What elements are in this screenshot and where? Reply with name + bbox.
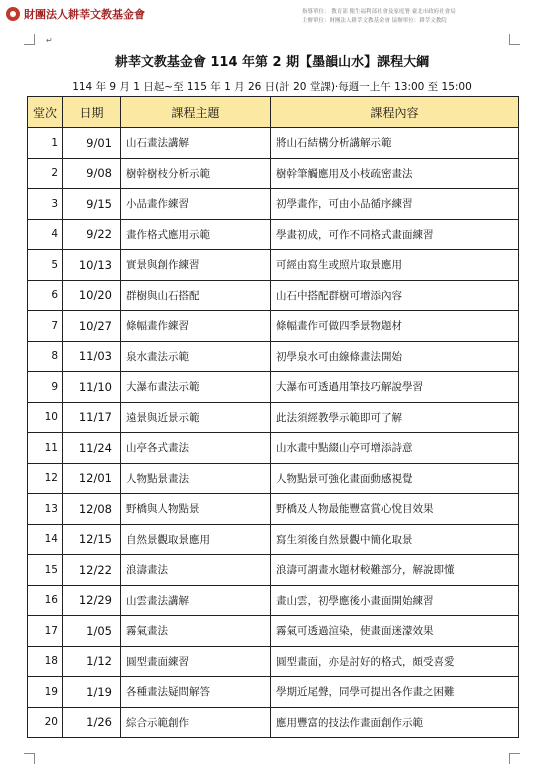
session-number-cell[interactable]: 17 — [28, 616, 63, 647]
session-number-cell[interactable]: 10 — [28, 402, 63, 433]
table-row — [28, 311, 519, 342]
session-number-cell[interactable]: 20 — [28, 707, 63, 738]
table-row — [28, 402, 519, 433]
session-number-cell[interactable]: 9 — [28, 372, 63, 403]
table-row — [28, 128, 519, 159]
topic-cell[interactable]: 樹幹樹枝分析示範 — [121, 158, 271, 189]
date-cell[interactable]: 9/08 — [63, 158, 121, 189]
topic-cell[interactable]: 綜合示範創作 — [121, 707, 271, 738]
topic-cell[interactable]: 自然景觀取景應用 — [121, 524, 271, 555]
topic-cell[interactable]: 山雲畫法講解 — [121, 585, 271, 616]
topic-cell[interactable]: 山石畫法講解 — [121, 128, 271, 159]
content-cell[interactable]: 圓型畫面，亦是討好的格式，頗受喜愛 — [271, 646, 519, 677]
content-cell[interactable]: 寫生須後自然景觀中簡化取景 — [271, 524, 519, 555]
table-row — [28, 677, 519, 708]
content-cell[interactable]: 人物點景可強化畫面動感視覺 — [271, 463, 519, 494]
date-cell[interactable]: 9/22 — [63, 219, 121, 250]
table-row — [28, 585, 519, 616]
date-cell[interactable]: 10/20 — [63, 280, 121, 311]
date-cell[interactable]: 10/13 — [63, 250, 121, 281]
date-cell[interactable]: 12/15 — [63, 524, 121, 555]
session-number-cell[interactable]: 6 — [28, 280, 63, 311]
table-row — [28, 616, 519, 647]
topic-cell[interactable]: 浪濤畫法 — [121, 555, 271, 586]
content-cell[interactable]: 野橋及人物最能豐富賞心悅目效果 — [271, 494, 519, 525]
session-number-cell[interactable]: 12 — [28, 463, 63, 494]
content-cell[interactable]: 初學畫作，可由小品循序練習 — [271, 189, 519, 220]
content-cell[interactable]: 學期近尾聲，同學可提出各作畫之困難 — [271, 677, 519, 708]
date-cell[interactable]: 1/19 — [63, 677, 121, 708]
topic-cell[interactable]: 大瀑布畫法示範 — [121, 372, 271, 403]
session-number-cell[interactable]: 7 — [28, 311, 63, 342]
header-topic[interactable]: 課程主題 — [121, 97, 271, 128]
paragraph-mark-icon: ↵ — [46, 36, 53, 45]
header-session[interactable]: 堂次 — [28, 97, 63, 128]
topic-cell[interactable]: 實景與創作練習 — [121, 250, 271, 281]
topic-cell[interactable]: 山亭各式畫法 — [121, 433, 271, 464]
date-cell[interactable]: 11/24 — [63, 433, 121, 464]
schedule-subtitle[interactable]: 114 年 9 月 1 日起~至 115 年 1 月 26 日(計 20 堂課)‧每週一上午 13:00 至 15:00 — [72, 81, 472, 93]
session-number-cell[interactable]: 14 — [28, 524, 63, 555]
date-cell[interactable]: 12/01 — [63, 463, 121, 494]
date-cell[interactable]: 9/15 — [63, 189, 121, 220]
course-table — [27, 96, 519, 738]
table-row — [28, 219, 519, 250]
date-cell[interactable]: 1/26 — [63, 707, 121, 738]
topic-cell[interactable]: 野橋與人物點景 — [121, 494, 271, 525]
table-row — [28, 280, 519, 311]
margin-corner-top-left — [24, 34, 35, 45]
margin-corner-bottom-left — [24, 753, 35, 764]
date-cell[interactable]: 11/10 — [63, 372, 121, 403]
content-cell[interactable]: 樹幹筆觸應用及小枝疏密畫法 — [271, 158, 519, 189]
partner-info — [302, 8, 532, 26]
org-logo — [6, 6, 145, 22]
topic-cell[interactable]: 圓型畫面練習 — [121, 646, 271, 677]
date-cell[interactable]: 1/12 — [63, 646, 121, 677]
date-cell[interactable]: 11/17 — [63, 402, 121, 433]
content-cell[interactable]: 山石中搭配群樹可增添內容 — [271, 280, 519, 311]
header-content[interactable]: 課程內容 — [271, 97, 519, 128]
table-row — [28, 189, 519, 220]
content-cell[interactable]: 浪濤可謂畫水題材較難部分，解說即懂 — [271, 555, 519, 586]
content-cell[interactable]: 學畫初成，可作不同格式畫面練習 — [271, 219, 519, 250]
org-logo-icon — [6, 7, 20, 21]
session-number-cell[interactable]: 1 — [28, 128, 63, 159]
session-number-cell[interactable]: 4 — [28, 219, 63, 250]
table-row — [28, 372, 519, 403]
table-row — [28, 463, 519, 494]
topic-cell[interactable]: 畫作格式應用示範 — [121, 219, 271, 250]
table-header-row — [28, 97, 519, 128]
date-cell[interactable]: 12/29 — [63, 585, 121, 616]
date-cell[interactable]: 12/22 — [63, 555, 121, 586]
topic-cell[interactable]: 霧氣畫法 — [121, 616, 271, 647]
date-cell[interactable]: 12/08 — [63, 494, 121, 525]
session-number-cell[interactable]: 5 — [28, 250, 63, 281]
table-row — [28, 250, 519, 281]
topic-cell[interactable]: 泉水畫法示範 — [121, 341, 271, 372]
page-title[interactable]: 耕莘文教基金會 114 年第 2 期【墨韻山水】課程大綱 — [114, 55, 430, 70]
page-header — [0, 0, 544, 30]
table-row — [28, 707, 519, 738]
session-number-cell[interactable]: 8 — [28, 341, 63, 372]
session-number-cell[interactable]: 19 — [28, 677, 63, 708]
content-cell[interactable]: 條幅畫作可做四季景物題材 — [271, 311, 519, 342]
margin-corner-bottom-right — [509, 753, 520, 764]
topic-cell[interactable]: 遠景與近景示範 — [121, 402, 271, 433]
date-cell[interactable]: 9/01 — [63, 128, 121, 159]
topic-cell[interactable]: 群樹與山石搭配 — [121, 280, 271, 311]
table-row — [28, 433, 519, 464]
partners-line-1: 指導單位： 教育部 衛生福利部社會及家庭署 臺北市政府社會局 — [302, 9, 456, 15]
table-row — [28, 341, 519, 372]
table-body — [28, 128, 519, 738]
table-row — [28, 524, 519, 555]
table-row — [28, 494, 519, 525]
content-cell[interactable]: 應用豐富的技法作畫面創作示範 — [271, 707, 519, 738]
table-row — [28, 555, 519, 586]
margin-corner-top-right — [509, 34, 520, 45]
content-cell[interactable]: 大瀑布可透過用筆技巧解說學習 — [271, 372, 519, 403]
date-cell[interactable]: 11/03 — [63, 341, 121, 372]
session-number-cell[interactable]: 15 — [28, 555, 63, 586]
content-cell[interactable]: 霧氣可透過渲染，使畫面迷濛效果 — [271, 616, 519, 647]
session-number-cell[interactable]: 16 — [28, 585, 63, 616]
content-cell[interactable]: 此法須經教學示範即可了解 — [271, 402, 519, 433]
content-cell[interactable]: 山水畫中點綴山亭可增添詩意 — [271, 433, 519, 464]
topic-cell[interactable]: 人物點景畫法 — [121, 463, 271, 494]
content-cell[interactable]: 可經由寫生或照片取景應用 — [271, 250, 519, 281]
partners-line-2: 主辦單位：財團法人耕莘文教基金會 協辦單位：耕莘文教院 — [302, 18, 447, 24]
content-cell[interactable]: 畫山雲，初學應後小畫面開始練習 — [271, 585, 519, 616]
session-number-cell[interactable]: 18 — [28, 646, 63, 677]
session-number-cell[interactable]: 3 — [28, 189, 63, 220]
date-cell[interactable]: 10/27 — [63, 311, 121, 342]
topic-cell[interactable]: 小品畫作練習 — [121, 189, 271, 220]
table-row — [28, 158, 519, 189]
session-number-cell[interactable]: 11 — [28, 433, 63, 464]
topic-cell[interactable]: 條幅畫作練習 — [121, 311, 271, 342]
session-number-cell[interactable]: 13 — [28, 494, 63, 525]
org-name: 財團法人耕莘文教基金會 — [24, 8, 145, 21]
content-cell[interactable]: 初學泉水可由線條畫法開始 — [271, 341, 519, 372]
table-row — [28, 646, 519, 677]
session-number-cell[interactable]: 2 — [28, 158, 63, 189]
date-cell[interactable]: 1/05 — [63, 616, 121, 647]
content-cell[interactable]: 將山石結構分析講解示範 — [271, 128, 519, 159]
header-date[interactable]: 日期 — [63, 97, 121, 128]
topic-cell[interactable]: 各種畫法疑問解答 — [121, 677, 271, 708]
